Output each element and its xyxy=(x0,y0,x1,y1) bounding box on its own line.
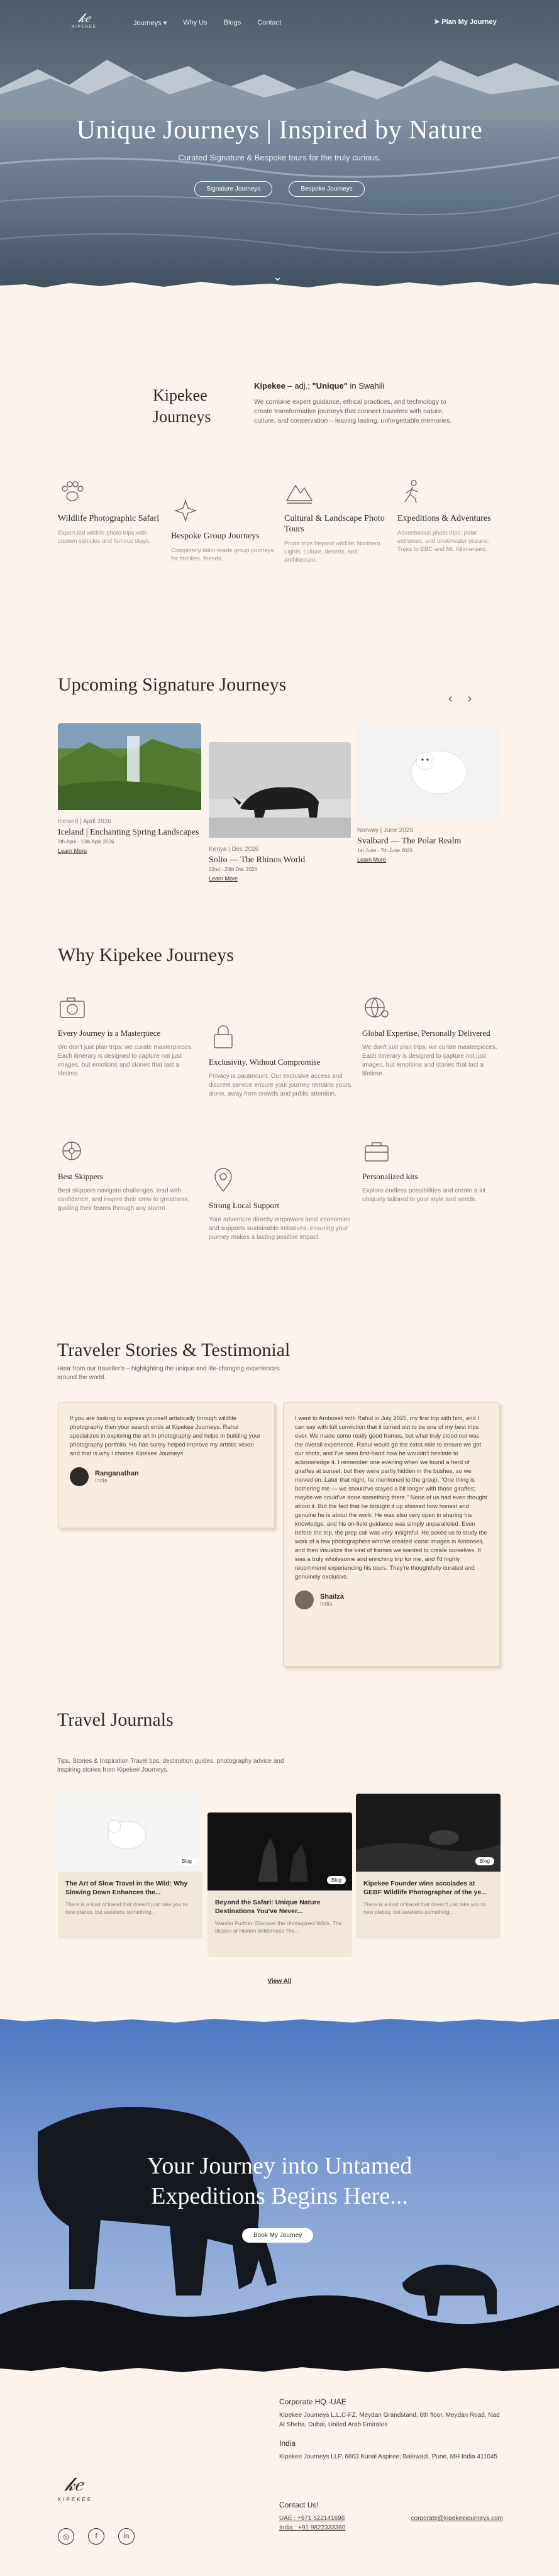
testimonial-card: If you are looking to express yourself artistically through wildlife photography then your search ends at Kipekee Journeys. Rahul specializes in exploring the art in photography and helps in building your photography portfolio. He has surely helped improve my artistic vision and that is why I choose Kipekee Journeys. Ranganathan India xyxy=(58,1402,275,1528)
hero-title: Unique Journeys | Inspired by Nature xyxy=(76,116,483,145)
sparkle-icon xyxy=(171,497,200,522)
footer-logo[interactable]: 𝓀𝑒 KIPEKEE xyxy=(58,2474,93,2502)
avatar xyxy=(70,1467,89,1486)
view-all-link[interactable]: View All xyxy=(267,1978,292,1985)
footer-hq: Corporate HQ -UAE Kipekee Journeys L.L.C-FZ, Meydan Grandstand, 6th floor, Meydan Road, Nad Al Sheba, Dubai, United Arab Emirates xyxy=(279,2397,500,2428)
signature-journeys-button[interactable]: Signature Journeys xyxy=(194,181,272,197)
journal-image-gazelles: Blog xyxy=(208,1813,352,1890)
cta-title: Your Journey into Untamed Expeditions Begins Here... xyxy=(147,2153,412,2209)
uae-phone-link[interactable]: UAE : +971 522141696 xyxy=(279,2515,345,2522)
testimonial-author: Shailza India xyxy=(295,1591,488,1609)
chevron-down-icon: ▾ xyxy=(163,19,167,27)
learn-more-link[interactable]: Learn More xyxy=(58,848,87,854)
why-item: Every Journey is a Masterpiece We don't just plan trips; we curate masterpieces. Each itinerary is designed to capture not just images, but emotions and stories that last a lifetime. xyxy=(58,995,202,1079)
journal-image-wildlife: Blog xyxy=(356,1794,501,1872)
lock-icon xyxy=(209,1024,238,1049)
plan-my-journey-link[interactable]: ➤ Plan My Journey xyxy=(434,18,497,26)
testimonial-author: Ranganathan India xyxy=(70,1467,263,1486)
why-item: Exclusivity, Without Compromise Privacy is paramount. Our exclusive access and discreet service ensure your journey remains yours alone, away from crowds and public attention. xyxy=(209,1024,353,1099)
trip-image-polar-bear xyxy=(357,723,501,822)
intro-brand-name: Kipekee Journeys xyxy=(153,386,211,426)
journal-card[interactable]: Blog Beyond the Safari: Unique Nature Destinations You've Never... Wander Further: Discover the Unimagined Wilds. The Illusion of Hidden Wilderness The... xyxy=(208,1813,352,1957)
journal-image-polar-bear: Blog xyxy=(58,1794,202,1872)
testimonials-title: Traveler Stories & Testimonial xyxy=(57,1340,291,1360)
footer-india: India Kipekee Journeys LLP, 6803 Kunal Aspiree, Balewadi, Pune, MH India 411045 xyxy=(279,2439,498,2460)
logo-glyph: 𝓀𝑒 xyxy=(78,11,91,25)
india-phone-link[interactable]: India : +91 9822333360 xyxy=(279,2524,346,2531)
nav-blogs[interactable]: Blogs xyxy=(223,19,241,26)
trip-image-rhino xyxy=(209,742,351,841)
instagram-icon[interactable]: ◎ xyxy=(58,2528,74,2545)
journals-title: Travel Journals xyxy=(57,1709,174,1730)
why-item: Personalized kits Explore endless possibilities and create a kit uniquely tailored to your style and needs. xyxy=(362,1138,507,1204)
trip-card[interactable]: Kenya | Dec 2026 Solio — The Rhinos World 22nd - 26th Dec 2026 Learn More xyxy=(209,742,351,884)
social-links xyxy=(58,2528,135,2545)
why-item: Global Expertise, Personally Delivered We don't just plan trips; we curate masterpieces. Each itinerary is designed to capture not just images, but emotions and stories that last a lifetime. xyxy=(362,995,507,1079)
facebook-icon[interactable]: f xyxy=(88,2528,104,2545)
journal-card[interactable]: Blog The Art of Slow Travel in the Wild: Why Slowing Down Enhances the... There is a kind of travel that doesn't just take you to new places, but awakens something... xyxy=(58,1794,202,1938)
footer-contact: Contact Us! UAE : +971 522141696 India : +91 9822333360 corporate@kipekeejourneys.com xyxy=(279,2501,503,2531)
nav-why-us[interactable]: Why Us xyxy=(183,19,208,26)
torn-paper-divider xyxy=(0,2365,559,2380)
paper-plane-icon: ➤ xyxy=(434,18,440,26)
briefcase-icon xyxy=(362,1138,391,1163)
nav-contact[interactable]: Contact xyxy=(257,19,282,26)
trip-card[interactable]: Iceland | April 2026 Iceland | Enchanting Spring Landscapes 9th April - 15th April 2026 Learn More xyxy=(58,723,201,856)
feature-expeditions: Expeditions & Adventures Adventurous photo trips: polar extremes, and underwater oceans. Treks to EBC and Mt. Kilimanjaro. xyxy=(397,479,504,553)
testimonial-card: I went to Amboseli with Rahul in July 2025, my first trip with him, and I can say with full conviction that it turned out to be one of my best trips ever. We made some really good frames, but what truly stood out was the overall experience. Rahul would go the extra mile to ensure we got our shots, and I've seen first-hand how he wouldn't hesitate to acknowledge it. I remember one evening when we found a herd of giraffes at sunset, but they were partly hidden in the bushes, so we moved on. Later that night, he mentioned to the group, "One thing is bothering me — we should've stayed a bit longer with those giraffes; maybe we could've done something there." None of us had even thought about it. But the fact that he brought it up showed how honest and genuine he is about the work. He was also very open in sharing his knowledge, and his on-field guidance was simply unparalleled. Even before the trip, the prep call was very insightful. He asked us to study the work of a few photographers who've created iconic images in Amboseli, and then visualize the kind of frames we wanted to create ourselves. It was a truly wholesome and enriching trip for me, and I'd highly recommend experiencing his tours. They're thoughtfully curated and genuinely exclusive. Shailza India xyxy=(283,1402,500,1667)
trip-image-iceland xyxy=(58,723,201,813)
why-title: Why Kipekee Journeys xyxy=(58,945,234,965)
trip-card[interactable]: Norway | June 2026 Svalbard — The Polar Realm 1st June - 7th June 2026 Learn More xyxy=(357,723,501,865)
chevron-left-icon[interactable]: ‹ xyxy=(448,692,453,706)
why-item: Best Skippers Best skippers navigate challenges, lead with confidence, and inspire their crew to greatness, guiding their teams through any storm! xyxy=(58,1138,202,1213)
carousel-arrows xyxy=(448,692,472,706)
intro-description: We combine expert guidance, ethical practices, and technology to create transformative journeys that connect travelers with nature, culture, and conservation – leaving lasting, unforgettable memories. xyxy=(254,398,452,425)
feature-cultural: Cultural & Landscape Photo Tours Photo trips beyond wildlife: Northern Lights, culture, deserts, and architecture. xyxy=(284,479,391,564)
paw-icon xyxy=(58,479,87,504)
avatar xyxy=(295,1591,314,1609)
book-my-journey-button[interactable]: Book My Journey xyxy=(242,2228,313,2243)
journals-subtitle: Tips, Stories & Inspiration Travel tips, destination guides, photography advice and inspiring stories from Kipekee Journeys. xyxy=(57,1758,284,1774)
intro-definition: Kipekee – adj.; "Unique" in Swahili xyxy=(254,381,385,391)
torn-paper-divider xyxy=(0,277,559,296)
bespoke-journeys-button[interactable]: Bespoke Journeys xyxy=(289,181,364,197)
nav-links xyxy=(133,19,281,27)
scroll-down-icon[interactable]: ⌄ xyxy=(273,270,283,283)
feature-wildlife: Wildlife Photographic Safari Expert-led wildlife photo trips with custom vehicles and famous stays. xyxy=(58,479,165,545)
logo-wordmark: KIPEKEE xyxy=(72,25,97,29)
upcoming-title: Upcoming Signature Journeys xyxy=(58,674,287,695)
learn-more-link[interactable]: Learn More xyxy=(357,857,387,863)
hiker-icon xyxy=(397,479,426,504)
location-pin-icon xyxy=(209,1167,238,1192)
mountain-icon xyxy=(284,479,313,504)
kipekee-logo[interactable] xyxy=(72,13,97,29)
chevron-right-icon[interactable]: › xyxy=(467,692,472,706)
learn-more-link[interactable]: Learn More xyxy=(209,875,238,882)
globe-pin-icon xyxy=(362,995,391,1020)
hero-landscape-image xyxy=(0,0,559,296)
linkedin-icon[interactable]: in xyxy=(118,2528,135,2545)
testimonials-subtitle: Hear from our traveller's – highlighting the unique and life-changing experiences around the world. xyxy=(57,1365,280,1381)
top-navigation xyxy=(0,0,559,44)
feature-bespoke: Bespoke Group Journeys Completely tailor-made group journeys for families, friends. xyxy=(171,497,278,563)
hero-buttons xyxy=(0,181,559,197)
email-link[interactable]: corporate@kipekeejourneys.com xyxy=(411,2515,503,2522)
steering-wheel-icon xyxy=(58,1138,87,1163)
hero-subtitle: Curated Signature & Bespoke tours for the truly curious. xyxy=(178,153,381,162)
nav-journeys[interactable]: Journeys ▾ xyxy=(133,19,167,27)
journal-card[interactable]: Blog Kipekee Founder wins accolades at GEBF Wildlife Photographer of the ye... There is a kind of travel that doesn't just take you to new places, but awakens something... xyxy=(356,1794,501,1938)
camera-icon xyxy=(58,995,87,1020)
hero-section xyxy=(0,0,559,296)
why-item: Strong Local Support Your adventure directly empowers local economies and supports sustainable initiatives, ensuring your journey makes a lasting positive impact. xyxy=(209,1167,353,1242)
